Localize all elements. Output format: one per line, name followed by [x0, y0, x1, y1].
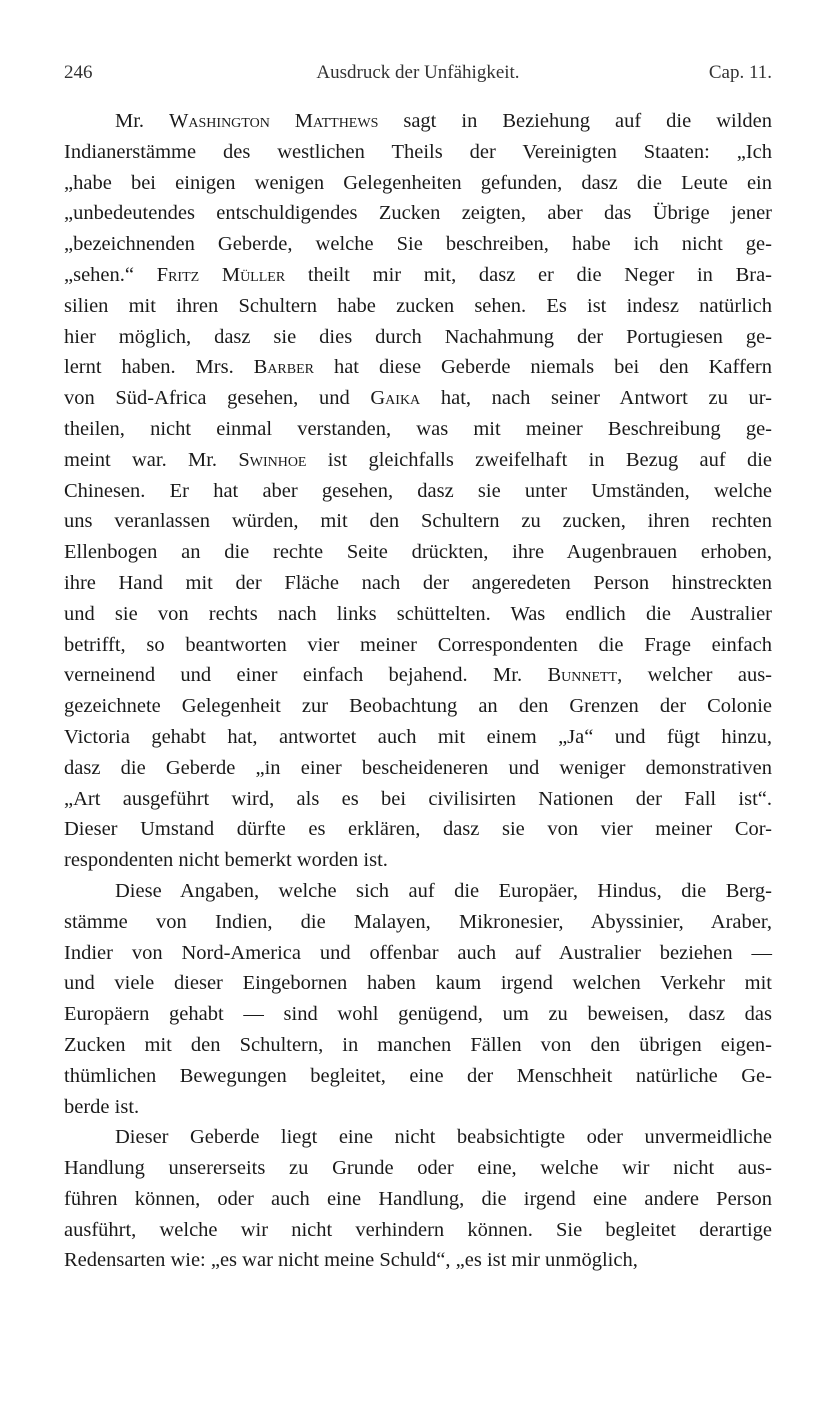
text-run: dasz die Geberde „in einer bescheideneren und weniger demonstrativen: [64, 756, 772, 779]
running-header: [64, 58, 772, 88]
text-run: stämme von Indien, die Malayen, Mikronesier, Abyssinier, Araber,: [64, 910, 772, 933]
text-run: ist gleichfalls zweifelhaft in Bezug auf die: [306, 448, 772, 471]
text-run: ihre Hand mit der Fläche nach der angeredeten Person hinstreckten: [64, 571, 772, 594]
text-run: Dieser Umstand dürfte es erklären, dasz sie von vier meiner Cor-: [64, 818, 772, 841]
text-run: „unbedeutendes entschuldigendes Zucken zeigten, aber das Übrige jener: [64, 202, 772, 225]
text-run: Diese Angaben, welche sich auf die Europäer, Hindus, die Berg-: [115, 879, 772, 902]
author-name: Gaika: [370, 387, 421, 410]
paragraph: [64, 1122, 772, 1276]
text-run: Handlung unsererseits zu Grunde oder eine, welche wir nicht aus-: [64, 1157, 772, 1180]
text-line: [64, 260, 772, 291]
author-name: Bunnett: [547, 664, 618, 687]
text-run: von Süd-Africa gesehen, und: [64, 387, 371, 410]
text-run: uns veranlassen würden, mit den Schultern zu zucken, ihren rechten: [64, 510, 772, 533]
text-run: Victoria gehabt hat, antwortet auch mit einem „Ja“ und fügt hinzu,: [64, 725, 772, 748]
text-run: hat, nach seiner Antwort zu ur-: [420, 387, 772, 410]
text-line: [64, 1184, 772, 1215]
text-line: [64, 691, 772, 722]
text-run: silien mit ihren Schultern habe zucken sehen. Es ist indesz natürlich: [64, 294, 772, 317]
text-run: „Art ausgeführt wird, als es bei civilisirten Nationen der Fall ist“.: [64, 787, 772, 810]
text-line: [64, 1030, 772, 1061]
text-line: [64, 1153, 772, 1184]
text-line: [64, 352, 772, 383]
page-number: 246: [64, 62, 93, 83]
text-run: Zucken mit den Schultern, in manchen Fällen von den übrigen eigen-: [64, 1033, 772, 1056]
text-run: theilt mir mit, dasz er die Neger in Bra-: [285, 263, 773, 286]
chapter-label: Cap. 11.: [708, 62, 772, 83]
author-name: Barber: [253, 356, 314, 379]
text-line: [64, 106, 772, 137]
text-run: gezeichnete Gelegenheit zur Beobachtung an den Grenzen der Colonie: [64, 695, 772, 718]
text-run: Indier von Nord-America und offenbar auch auf Australier beziehen —: [64, 941, 772, 964]
text-line: [64, 476, 772, 507]
text-run: „sehen.“: [64, 263, 157, 286]
text-line: [64, 506, 772, 537]
text-run: Indianerstämme des westlichen Theils der Vereinigten Staaten: „Ich: [64, 140, 772, 163]
text-run: respondenten nicht bemerkt worden ist.: [64, 849, 388, 872]
text-run: Mr.: [115, 110, 170, 132]
text-line: [64, 414, 772, 445]
text-run: Ellenbogen an die rechte Seite drückten, ihre Augenbrauen erhoben,: [64, 541, 772, 564]
text-run: und sie von rechts nach links schüttelten. Was endlich die Australier: [64, 602, 772, 625]
text-line: [64, 383, 772, 414]
text-run: Redensarten wie: „es war nicht meine Schuld“, „es ist mir unmöglich,: [64, 1249, 638, 1272]
text-run: betrifft, so beantworten vier meiner Correspondenten die Frage einfach: [64, 633, 772, 656]
text-run: , welcher aus-: [617, 664, 772, 687]
text-line: [64, 1122, 772, 1153]
text-line: [64, 814, 772, 845]
text-line: [64, 137, 772, 168]
text-line: [64, 753, 772, 784]
text-run: hier möglich, dasz sie dies durch Nachahmung der Portugiesen ge-: [64, 325, 772, 348]
text-run: meint war. Mr.: [64, 448, 239, 471]
text-run: ausführt, welche wir nicht verhindern können. Sie begleitet derartige: [64, 1218, 772, 1241]
text-run: theilen, nicht einmal verstanden, was mit meiner Beschreibung ge-: [64, 417, 772, 440]
text-line: [64, 876, 772, 907]
author-name: Washington Matthews: [169, 110, 379, 132]
text-line: [64, 599, 772, 630]
text-run: verneinend und einer einfach bejahend. Mr.: [64, 664, 548, 687]
text-line: [64, 1092, 772, 1123]
text-line: [64, 291, 772, 322]
author-name: Swinhoe: [238, 448, 307, 471]
text-line: [64, 198, 772, 229]
text-run: Europäern gehabt — sind wohl genügend, um zu beweisen, dasz das: [64, 1003, 772, 1026]
text-line: [64, 660, 772, 691]
text-line: [64, 445, 772, 476]
text-line: [64, 968, 772, 999]
text-line: [64, 784, 772, 815]
text-line: [64, 845, 772, 876]
text-line: [64, 722, 772, 753]
text-line: [64, 168, 772, 199]
text-run: „bezeichnenden Geberde, welche Sie beschreiben, habe ich nicht ge-: [64, 233, 772, 256]
text-run: „habe bei einigen wenigen Gelegenheiten gefunden, dasz die Leute ein: [64, 171, 772, 194]
text-line: [64, 1061, 772, 1092]
text-line: [64, 1245, 772, 1276]
text-run: und viele dieser Eingebornen haben kaum irgend welchen Verkehr mit: [64, 972, 772, 995]
text-line: [64, 938, 772, 969]
text-line: [64, 229, 772, 260]
paragraph: [64, 106, 772, 876]
text-run: Dieser Geberde liegt eine nicht beabsichtigte oder unvermeidliche: [115, 1126, 772, 1149]
text-run: lernt haben. Mrs.: [64, 356, 254, 379]
text-line: [64, 537, 772, 568]
body-text: [64, 106, 772, 1276]
text-line: [64, 907, 772, 938]
author-name: Fritz Müller: [156, 263, 286, 286]
paragraph: [64, 876, 772, 1122]
text-line: [64, 322, 772, 353]
text-run: thümlichen Bewegungen begleitet, eine der Menschheit natürliche Ge-: [64, 1064, 772, 1087]
text-run: führen können, oder auch eine Handlung, die irgend eine andere Person: [64, 1187, 772, 1210]
text-run: sagt in Beziehung auf die wilden: [378, 110, 772, 132]
text-line: [64, 1215, 772, 1246]
text-run: berde ist.: [64, 1095, 140, 1118]
text-run: hat diese Geberde niemals bei den Kaffern: [314, 356, 772, 379]
text-run: Chinesen. Er hat aber gesehen, dasz sie unter Umständen, welche: [64, 479, 772, 502]
running-title: Ausdruck der Unfähigkeit.: [316, 62, 520, 83]
text-line: [64, 999, 772, 1030]
text-line: [64, 568, 772, 599]
text-line: [64, 630, 772, 661]
